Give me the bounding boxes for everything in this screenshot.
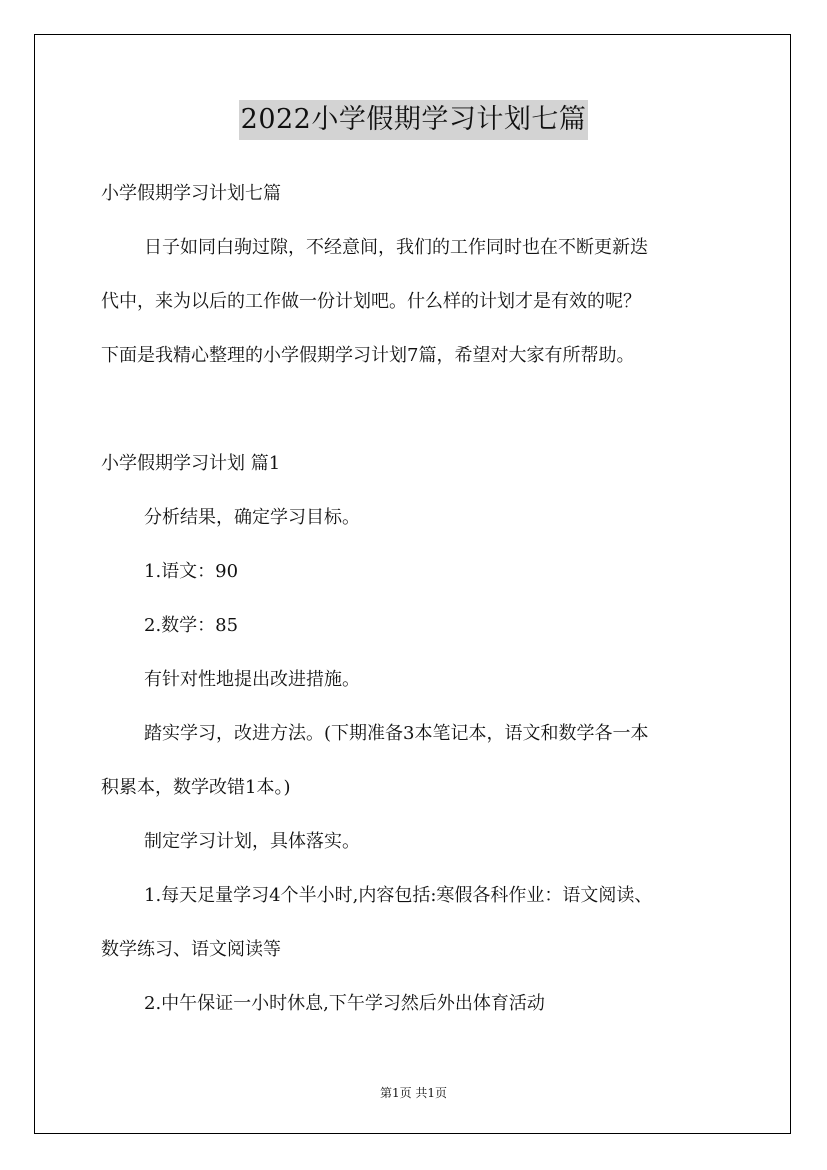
paragraph-line: 积累本，数学改错1本。) (101, 777, 291, 798)
paragraph-line: 2.中午保证一小时休息,下午学习然后外出体育活动 (144, 993, 545, 1014)
document-title: 2022小学假期学习计划七篇 (239, 100, 589, 140)
intro-line-3: 下面是我精心整理的小学假期学习计划7篇，希望对大家有所帮助。 (101, 345, 635, 366)
paragraph-line: 1.语文：90 (144, 561, 239, 582)
paragraph-line: 数学练习、语文阅读等 (101, 939, 281, 960)
paragraph-line: 2.数学：85 (144, 615, 239, 636)
intro-line-1: 日子如同白驹过隙，不经意间，我们的工作同时也在不断更新迭 (144, 237, 648, 258)
paragraph-line: 1.每天足量学习4个半小时,内容包括:寒假各科作业：语文阅读、 (144, 885, 653, 906)
title-container (0, 100, 827, 140)
section-heading: 小学假期学习计划 篇1 (101, 453, 281, 474)
page-number-footer: 第1页 共1页 (379, 1086, 448, 1100)
paragraph-line: 分析结果，确定学习目标。 (144, 507, 360, 528)
document-subtitle: 小学假期学习计划七篇 (101, 183, 281, 204)
paragraph-line: 踏实学习，改进方法。(下期准备3本笔记本，语文和数学各一本 (144, 723, 649, 744)
intro-line-2: 代中，来为以后的工作做一份计划吧。什么样的计划才是有效的呢？ (101, 291, 641, 312)
paragraph-line: 有针对性地提出改进措施。 (144, 669, 360, 690)
paragraph-line: 制定学习计划，具体落实。 (144, 831, 360, 852)
